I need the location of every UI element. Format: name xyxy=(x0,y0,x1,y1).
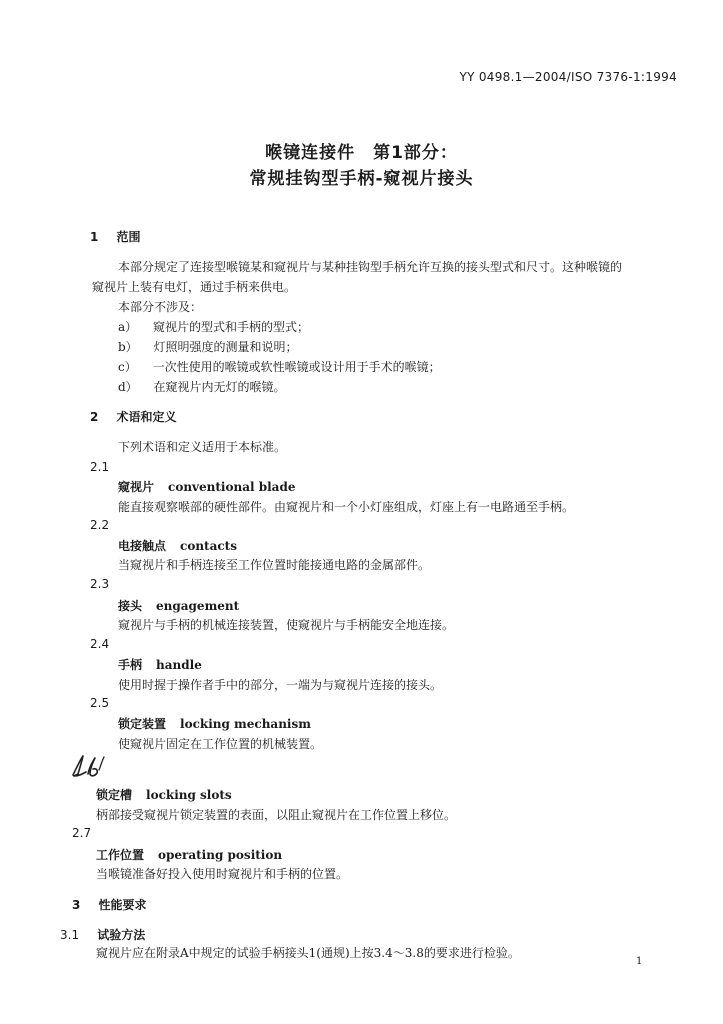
paragraph: 本部分规定了连接型喉镜某和窥视片与某种挂钩型手柄允许互换的接头型式和尺寸。这种喉镜的 xyxy=(118,260,623,274)
paragraph: 本部分不涉及： xyxy=(118,300,203,314)
term-number: 2.2 xyxy=(90,518,110,532)
term-entry xyxy=(118,597,239,614)
paragraph: 窥视片上装有电灯，通过手柄来供电。 xyxy=(92,280,297,294)
term-entry xyxy=(96,846,282,863)
subsection-number: 3.1 xyxy=(60,928,80,942)
term-entry xyxy=(96,786,232,803)
term-number: 2.5 xyxy=(90,696,110,710)
list-item xyxy=(118,338,298,355)
section-title: 性能要求 xyxy=(98,898,147,912)
term-english: handle xyxy=(156,658,202,672)
list-text: 在窥视片内无灯的喉镜。 xyxy=(153,380,286,394)
term-english: conventional blade xyxy=(168,480,296,494)
paragraph: 窥视片应在附录A中规定的试验手柄接头1(通规)上按3.4～3.8的要求进行检验。 xyxy=(96,946,520,960)
term-chinese: 锁定槽 xyxy=(96,788,133,802)
section-1-heading xyxy=(90,228,141,245)
term-english: engagement xyxy=(156,599,240,613)
list-marker: a） xyxy=(118,320,138,334)
term-chinese: 工作位置 xyxy=(96,848,145,862)
list-text: 灯照明强度的测量和说明； xyxy=(153,340,298,354)
term-definition: 当窥视片和手柄连接至工作位置时能接通电路的金属部件。 xyxy=(118,558,431,572)
subsection-heading xyxy=(60,926,145,943)
term-english: locking slots xyxy=(146,788,232,802)
section-2-heading xyxy=(90,408,177,425)
term-chinese: 电接触点 xyxy=(118,539,167,553)
page-number: 1 xyxy=(636,956,643,967)
term-english: operating position xyxy=(158,848,283,862)
term-definition: 当喉镜准备好投入使用时窥视片和手柄的位置。 xyxy=(96,867,349,881)
section-number: 3 xyxy=(72,898,81,912)
term-chinese: 锁定装置 xyxy=(118,717,167,731)
term-entry xyxy=(118,537,237,554)
term-entry xyxy=(118,715,311,732)
section-title: 范围 xyxy=(116,230,141,244)
list-item xyxy=(118,378,286,395)
list-marker: d） xyxy=(118,380,138,394)
term-definition: 使用时握于操作者手中的部分，一端为与窥视片连接的接头。 xyxy=(118,678,443,692)
term-definition: 柄部接受窥视片锁定装置的表面，以阻止窥视片在工作位置上移位。 xyxy=(96,808,457,822)
document-title-line1: 喉镜连接件 第1部分： xyxy=(265,143,458,163)
handwritten-2-6-mark xyxy=(70,752,106,780)
term-number: 2.7 xyxy=(72,826,92,840)
term-number: 2.3 xyxy=(90,577,110,591)
term-definition: 窥视片与手柄的机械连接装置，使窥视片与手柄能安全地连接。 xyxy=(118,618,455,632)
standard-code: YY 0498.1—2004/ISO 7376-1:1994 xyxy=(459,70,677,84)
list-marker: b） xyxy=(118,340,138,354)
term-definition: 使窥视片固定在工作位置的机械装置。 xyxy=(118,737,323,751)
section-title: 术语和定义 xyxy=(116,410,177,424)
term-definition: 能直接观察喉部的硬性部件。由窥视片和一个小灯座组成，灯座上有一电路通至手柄。 xyxy=(118,500,575,514)
term-number: 2.1 xyxy=(90,460,110,474)
subsection-title: 试验方法 xyxy=(97,928,146,942)
list-text: 窥视片的型式和手柄的型式； xyxy=(152,320,309,334)
term-english: contacts xyxy=(180,539,237,553)
term-number: 2.4 xyxy=(90,637,110,651)
handwritten-term-number xyxy=(70,752,106,784)
term-chinese: 接头 xyxy=(118,599,143,613)
list-marker: c） xyxy=(118,360,137,374)
section-number: 2 xyxy=(90,410,99,424)
term-chinese: 窥视片 xyxy=(118,480,155,494)
document-title-line2: 常规挂钩型手柄-窥视片接头 xyxy=(249,169,474,189)
section-number: 1 xyxy=(90,230,99,244)
list-item xyxy=(118,318,309,335)
term-english: locking mechanism xyxy=(180,717,311,731)
term-entry xyxy=(118,478,295,495)
list-text: 一次性使用的喉镜或软性喉镜或设计用于手术的喉镜； xyxy=(152,360,441,374)
section-3-heading xyxy=(72,896,147,913)
term-chinese: 手柄 xyxy=(118,658,143,672)
term-entry xyxy=(118,656,202,673)
list-item xyxy=(118,358,441,375)
paragraph: 下列术语和定义适用于本标准。 xyxy=(118,440,287,454)
